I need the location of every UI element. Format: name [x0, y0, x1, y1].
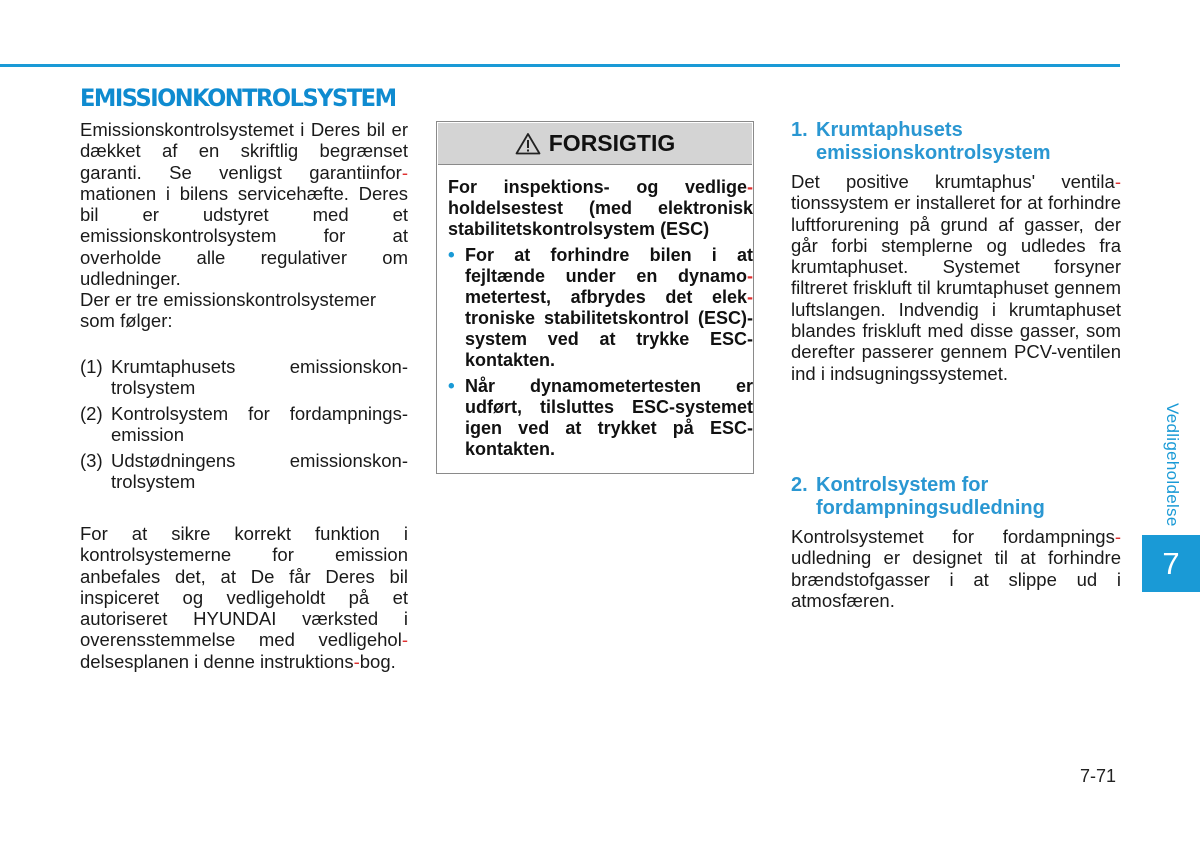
maintenance-paragraph: For at sikre korrekt funktion i kontrolsystemerne for emission anbefales det, at De får Deres bil inspiceret og vedligeholdt på et autoriseret HYUNDAI værksted i overensstemmelse med vedligehol-delsesplanen i denne instruktions-bog. — [80, 523, 408, 672]
evaporative-paragraph: Kontrolsystemet for fordampnings-udledning er designet til at forhindre brændstofgasser i at slippe ud i atmosfæren. — [791, 526, 1121, 611]
caution-title: FORSIGTIG — [548, 130, 676, 156]
bullet-icon: • — [448, 376, 455, 397]
list-item: (1) Krumtaphusets emissionskon-trolsystem — [80, 356, 408, 399]
bullet-icon: • — [448, 245, 455, 266]
top-rule — [0, 64, 1120, 67]
chapter-tab: 7 — [1142, 535, 1200, 592]
page-number: 7-71 — [1080, 766, 1117, 786]
crankcase-paragraph: Det positive krumtaphus' ventila-tionssystem er installeret for at forhindre luftforurening på grund af gasser, der går forbi stemplerne og udledes fra krumtaphuset. Systemet forsyner filtreret friskluft til krumtaphuset gennem luftslangen. Indvendig i krumtaphuset blandes friskluft med disse gasser, som derefter passerer gennem PCV-ventilen ind i indsugningssystemet. — [791, 171, 1121, 384]
subsection-heading: 2. Kontrolsystem for fordampningsudledning — [791, 474, 1045, 519]
warning-triangle-icon — [515, 132, 541, 155]
caution-body — [448, 177, 753, 460]
list-item: (3) Udstødningens emissionskon-trolsystem — [80, 450, 408, 493]
caution-bullet: • For at forhindre bilen i at fejltænde under en dynamo-metertest, afbrydes det elek-troniske stabilitetskontrol (ESC)-system ved at trykke ESC-kontakten. — [448, 245, 753, 370]
intro-paragraph: Emissionskontrolsystemet i Deres bil er dækket af en skriftlig begrænset garanti. Se venligst garantiinfor-mationen i bilens servicehæfte. Deres bil er udstyret med et emissionskontrolsystem for at overholde alle regulativer om udledninger. — [80, 119, 408, 290]
chapter-side-label: Vedligeholdelse — [1163, 403, 1182, 527]
caution-bullet: • Når dynamometertesten er udført, tilsluttes ESC-systemet igen ved at trykket på ESC-kontakten. — [448, 376, 753, 459]
list-item: (2) Kontrolsystem for fordampnings-emission — [80, 403, 408, 446]
caution-intro: For inspektions- og vedlige-holdelsestest (med elektronisk stabilitetskontrolsystem (ESC) — [448, 177, 753, 239]
left-column — [80, 119, 408, 672]
caution-box — [436, 121, 754, 474]
section-title: EMISSIONKONTROLSYSTEM — [80, 84, 396, 112]
systems-intro: Der er tre emissionskontrolsystemer som følger: — [80, 289, 377, 332]
subsection-heading: 1. Krumtaphusets emissionskontrolsystem — [791, 119, 1051, 164]
caution-header — [438, 123, 752, 165]
right-column — [791, 119, 1121, 611]
